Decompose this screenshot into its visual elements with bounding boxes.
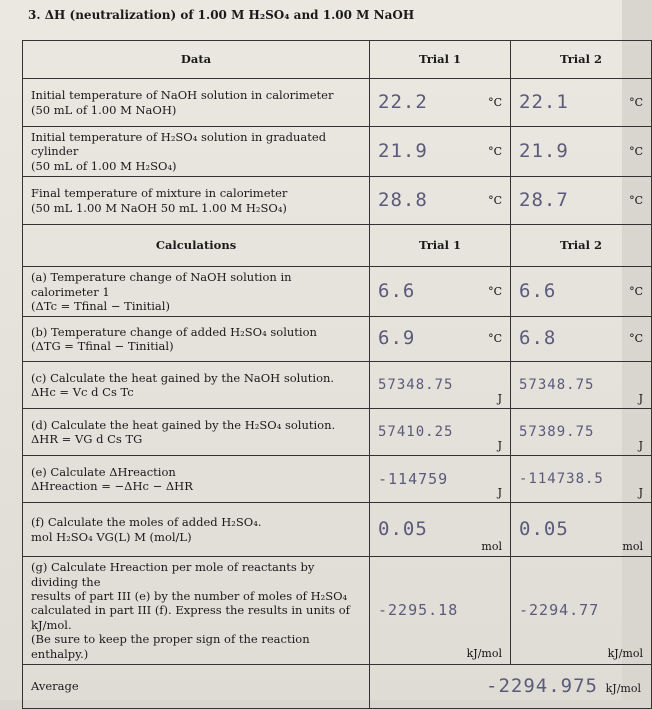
row-label <box>23 317 370 362</box>
row-label <box>23 362 370 409</box>
handwritten-value: 21.9 <box>519 139 569 162</box>
row-label-line4: (Be sure to keep the proper sign of the reaction enthalpy.) <box>31 632 310 661</box>
row-label-line2: ΔHR = VG d Cs TG <box>31 432 143 447</box>
trial2-value-cell <box>511 317 652 362</box>
row-label <box>23 557 370 665</box>
handwritten-value: 6.6 <box>519 279 557 302</box>
unit-label: J <box>497 438 502 452</box>
trial2-value-cell <box>511 267 652 317</box>
data-row <box>23 127 652 177</box>
row-label-line1: (a) Temperature change of NaOH solution in calorimeter 1 <box>31 270 292 299</box>
trial2-value-cell <box>511 362 652 409</box>
handwritten-value: 6.8 <box>519 327 557 350</box>
unit-label: kJ/mol <box>607 647 643 661</box>
row-label-line1: (e) Calculate ΔHreaction <box>31 464 176 479</box>
handwritten-value: 57348.75 <box>519 376 595 393</box>
unit-label: °C <box>629 95 643 109</box>
unit-label: J <box>638 485 643 499</box>
trial2-value-cell <box>511 79 652 127</box>
trial1-value-cell <box>370 456 511 503</box>
row-label-line1: Initial temperature of NaOH solution in calorimeter <box>31 88 334 103</box>
row-label <box>23 127 370 177</box>
unit-label: mol <box>481 539 502 553</box>
trial2-value-cell <box>511 409 652 456</box>
handwritten-value: 28.7 <box>519 188 569 211</box>
row-label-line2: (ΔTc = Tfinal − Tinitial) <box>31 298 170 313</box>
handwritten-value: 57410.25 <box>378 423 454 440</box>
unit-label: J <box>638 391 643 405</box>
trial2-value-cell <box>511 127 652 177</box>
handwritten-value: 57348.75 <box>378 376 454 393</box>
trial2-header: Trial 2 <box>511 41 652 79</box>
row-label-line1: Initial temperature of H₂SO₄ solution in graduated cylinder <box>31 130 327 159</box>
handwritten-value: 6.9 <box>378 327 416 350</box>
trial1-value-cell <box>370 503 511 557</box>
data-table <box>22 40 652 709</box>
trial2-value-cell <box>511 503 652 557</box>
unit-label: °C <box>629 144 643 158</box>
row-label-line2: ΔHreaction = −ΔHc − ΔHR <box>31 479 193 494</box>
trial2-value-cell <box>511 557 652 665</box>
data-header-row <box>23 41 652 79</box>
data-row <box>23 79 652 127</box>
trial1-value-cell <box>370 362 511 409</box>
row-label-line1: (b) Temperature change of added H₂SO₄ solution <box>31 324 317 339</box>
calc-header-label: Calculations <box>23 225 370 267</box>
handwritten-value: 0.05 <box>519 517 569 540</box>
row-label <box>23 267 370 317</box>
handwritten-value: -2294.975 <box>486 674 598 697</box>
unit-label: kJ/mol <box>466 647 502 661</box>
calc-row <box>23 456 652 503</box>
unit-label: mol <box>622 539 643 553</box>
unit-label: °C <box>488 193 502 207</box>
calc-row <box>23 267 652 317</box>
trial1-value-cell <box>370 79 511 127</box>
calc-row <box>23 503 652 557</box>
handwritten-value: 22.2 <box>378 90 428 113</box>
handwritten-value: 22.1 <box>519 90 569 113</box>
handwritten-value: -2295.18 <box>378 601 459 620</box>
trial1-value-cell <box>370 177 511 225</box>
unit-label: °C <box>488 95 502 109</box>
row-label-line1: (f) Calculate the moles of added H₂SO₄. <box>31 515 262 530</box>
trial1-value-cell <box>370 317 511 362</box>
unit-label: kJ/mol <box>605 681 641 695</box>
row-label-line2: ΔHc = Vc d Cs Tc <box>31 385 134 400</box>
unit-label: J <box>497 485 502 499</box>
data-row <box>23 177 652 225</box>
calc-row <box>23 317 652 362</box>
row-label-line1: (c) Calculate the heat gained by the NaOH solution. <box>31 370 335 385</box>
row-label-line2: (50 mL of 1.00 M NaOH) <box>31 102 177 117</box>
unit-label: °C <box>629 193 643 207</box>
row-label <box>23 503 370 557</box>
trial2-header: Trial 2 <box>511 225 652 267</box>
row-label-line2: (50 mL of 1.00 M H₂SO₄) <box>31 158 177 173</box>
unit-label: J <box>638 438 643 452</box>
handwritten-value: 21.9 <box>378 139 428 162</box>
unit-label: °C <box>488 332 502 346</box>
calc-row <box>23 409 652 456</box>
row-label-line3: calculated in part III (f). Express the results in units of kJ/mol. <box>31 603 350 632</box>
trial1-value-cell <box>370 127 511 177</box>
handwritten-value: 0.05 <box>378 517 428 540</box>
row-label-line2: (ΔTG = Tfinal − Tinitial) <box>31 339 174 354</box>
row-label <box>23 79 370 127</box>
row-label-line1: Final temperature of mixture in calorimeter <box>31 186 288 201</box>
data-header-label: Data <box>23 41 370 79</box>
row-label-line2: (50 mL 1.00 M NaOH 50 mL 1.00 M H₂SO₄) <box>31 200 287 215</box>
row-label <box>23 456 370 503</box>
unit-label: °C <box>488 144 502 158</box>
trial1-value-cell <box>370 557 511 665</box>
unit-label: °C <box>629 332 643 346</box>
trial1-value-cell <box>370 267 511 317</box>
calc-row <box>23 362 652 409</box>
handwritten-value: 6.6 <box>378 279 416 302</box>
handwritten-value: -114738.5 <box>519 470 604 487</box>
trial1-value-cell <box>370 409 511 456</box>
average-label: Average <box>23 664 370 708</box>
trial1-header: Trial 1 <box>370 41 511 79</box>
unit-label: J <box>497 391 502 405</box>
per-mole-row <box>23 557 652 665</box>
trial2-value-cell <box>511 177 652 225</box>
row-label-line1: (g) Calculate Hreaction per mole of reactants by dividing the <box>31 560 315 589</box>
unit-label: °C <box>629 284 643 298</box>
handwritten-value: 57389.75 <box>519 423 595 440</box>
average-value-cell <box>370 664 652 708</box>
trial2-value-cell <box>511 456 652 503</box>
row-label-line2: mol H₂SO₄ VG(L) M (mol/L) <box>31 529 192 544</box>
section-title: 3. ΔH (neutralization) of 1.00 M H₂SO₄ and 1.00 M NaOH <box>28 8 415 22</box>
row-label <box>23 409 370 456</box>
handwritten-value: 28.8 <box>378 188 428 211</box>
calc-header-row <box>23 225 652 267</box>
unit-label: °C <box>488 284 502 298</box>
average-row <box>23 664 652 708</box>
row-label-line1: (d) Calculate the heat gained by the H₂SO₄ solution. <box>31 417 336 432</box>
handwritten-value: -114759 <box>378 469 449 488</box>
handwritten-value: -2294.77 <box>519 601 600 620</box>
trial1-header: Trial 1 <box>370 225 511 267</box>
row-label <box>23 177 370 225</box>
row-label-line2: results of part III (e) by the number of moles of H₂SO₄ <box>31 589 348 603</box>
